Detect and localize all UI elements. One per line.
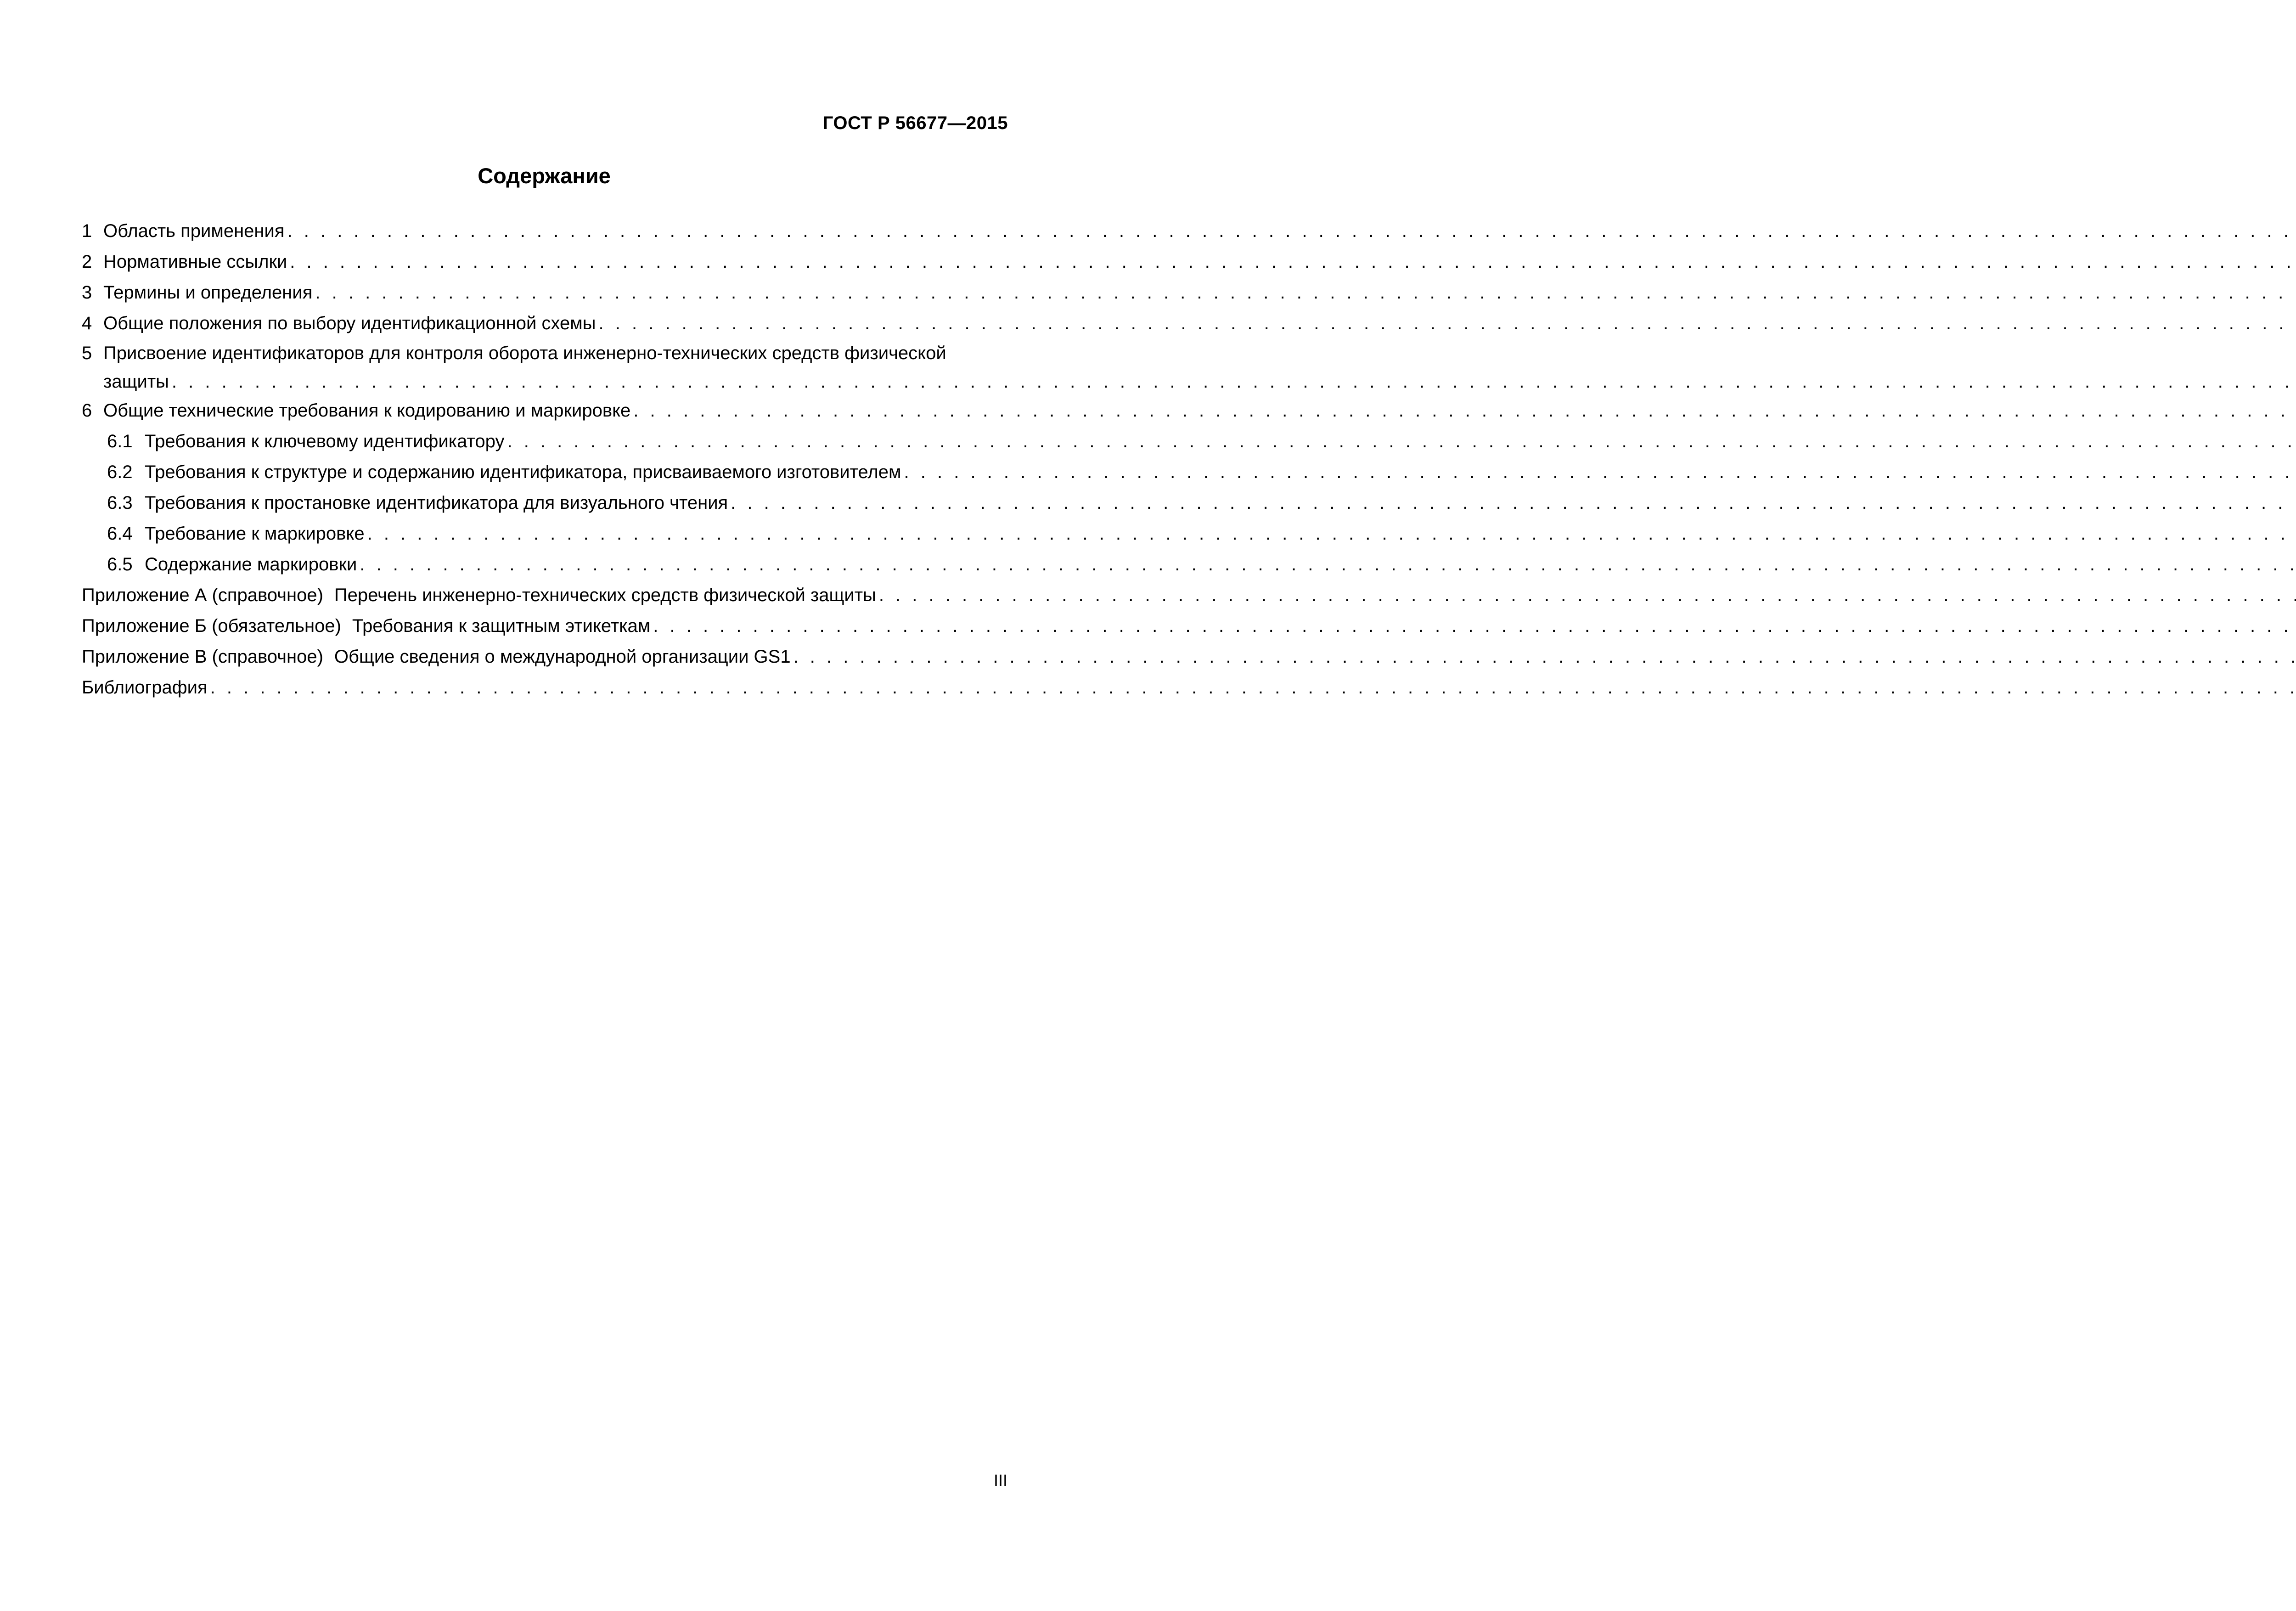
toc-dot-leader <box>731 488 2296 518</box>
toc-entry-6-4[interactable] <box>82 518 1007 549</box>
toc-entry-label <box>82 611 650 642</box>
toc-entry-6[interactable] <box>82 395 1007 426</box>
toc-entry-label <box>82 642 791 672</box>
appendix-prefix: Приложение В (справочное) <box>82 647 323 667</box>
toc-dot-leader <box>653 611 2296 642</box>
toc-entry-appendix-a[interactable] <box>82 580 1007 611</box>
appendix-prefix: Приложение А (справочное) <box>82 585 323 605</box>
toc-entry-number: 6.4 <box>107 524 133 544</box>
toc-entry-3[interactable] <box>82 277 1007 308</box>
toc-entry-label-continuation: защиты <box>103 372 169 392</box>
toc-dot-leader <box>879 580 2296 611</box>
page-number: III <box>993 1471 1007 1490</box>
toc-entry-number: 2 <box>82 252 92 272</box>
toc-entry-label: Нормативные ссылки <box>103 252 287 272</box>
toc-entry-label: Требования к простановке идентификатора для визуального чтения <box>145 493 728 513</box>
toc-dot-leader <box>315 277 2296 308</box>
toc-dot-leader <box>360 549 2296 580</box>
toc-entry-number: 4 <box>82 313 92 333</box>
toc-dot-leader <box>287 216 2296 247</box>
toc-entry-label <box>82 580 876 611</box>
appendix-prefix: Приложение Б (обязательное) <box>82 616 341 636</box>
toc-entry-label: Требования к ключевому идентификатору <box>145 431 505 451</box>
toc-entry-number: 6.5 <box>107 554 133 575</box>
table-of-contents <box>82 216 1007 703</box>
toc-dot-leader <box>904 457 2296 488</box>
toc-entry-4[interactable] <box>82 308 1007 339</box>
toc-dot-leader <box>290 247 2296 277</box>
toc-entry-number: 6.3 <box>107 493 133 513</box>
toc-entry-label: Требования к структуре и содержанию идентификатора, присваиваемого изготовителем <box>145 462 901 482</box>
toc-entry-number: 5 <box>82 343 92 363</box>
toc-entry-number: 3 <box>82 282 92 303</box>
toc-entry-label: Присвоение идентификаторов для контроля оборота инженерно-технических средств физической <box>103 343 946 363</box>
document-code: ГОСТ Р 56677—2015 <box>822 113 1008 133</box>
toc-entry-label: Область применения <box>103 221 285 241</box>
toc-entry-5[interactable] <box>82 339 1007 368</box>
toc-dot-leader <box>507 426 2296 457</box>
toc-dot-leader <box>793 642 2296 672</box>
toc-dot-leader <box>172 368 2296 395</box>
appendix-title: Требования к защитным этикеткам <box>352 616 651 636</box>
toc-dot-leader <box>633 395 2296 426</box>
toc-entry-number: 1 <box>82 221 92 241</box>
toc-entry-label: Библиография <box>82 677 208 698</box>
toc-entry-6-1[interactable] <box>82 426 1007 457</box>
toc-entry-label: Общие технические требования к кодированию и маркировке <box>103 400 631 421</box>
toc-entry-number: 6.2 <box>107 462 133 482</box>
appendix-title: Перечень инженерно-технических средств физической защиты <box>334 585 876 605</box>
toc-entry-bibliography[interactable] <box>82 672 1007 703</box>
toc-entry-6-3[interactable] <box>82 488 1007 518</box>
toc-dot-leader <box>367 518 2296 549</box>
toc-entry-6-5[interactable] <box>82 549 1007 580</box>
toc-entry-appendix-b[interactable] <box>82 611 1007 642</box>
toc-entry-label: Требование к маркировке <box>145 524 365 544</box>
toc-entry-5-continuation[interactable] <box>82 368 1007 395</box>
toc-entry-6-2[interactable] <box>82 457 1007 488</box>
toc-entry-appendix-v[interactable] <box>82 642 1007 672</box>
appendix-title: Общие сведения о международной организации GS1 <box>334 647 791 667</box>
toc-entry-number: 6 <box>82 400 92 421</box>
toc-title: Содержание <box>478 163 611 188</box>
toc-entry-number: 6.1 <box>107 431 133 451</box>
toc-entry-2[interactable] <box>82 247 1007 277</box>
toc-dot-leader <box>210 672 2296 703</box>
toc-entry-label: Общие положения по выбору идентификационной схемы <box>103 313 596 333</box>
toc-dot-leader <box>599 308 2296 339</box>
toc-entry-1[interactable] <box>82 216 1007 247</box>
toc-entry-label: Термины и определения <box>103 282 313 303</box>
toc-entry-label: Содержание маркировки <box>145 554 357 575</box>
